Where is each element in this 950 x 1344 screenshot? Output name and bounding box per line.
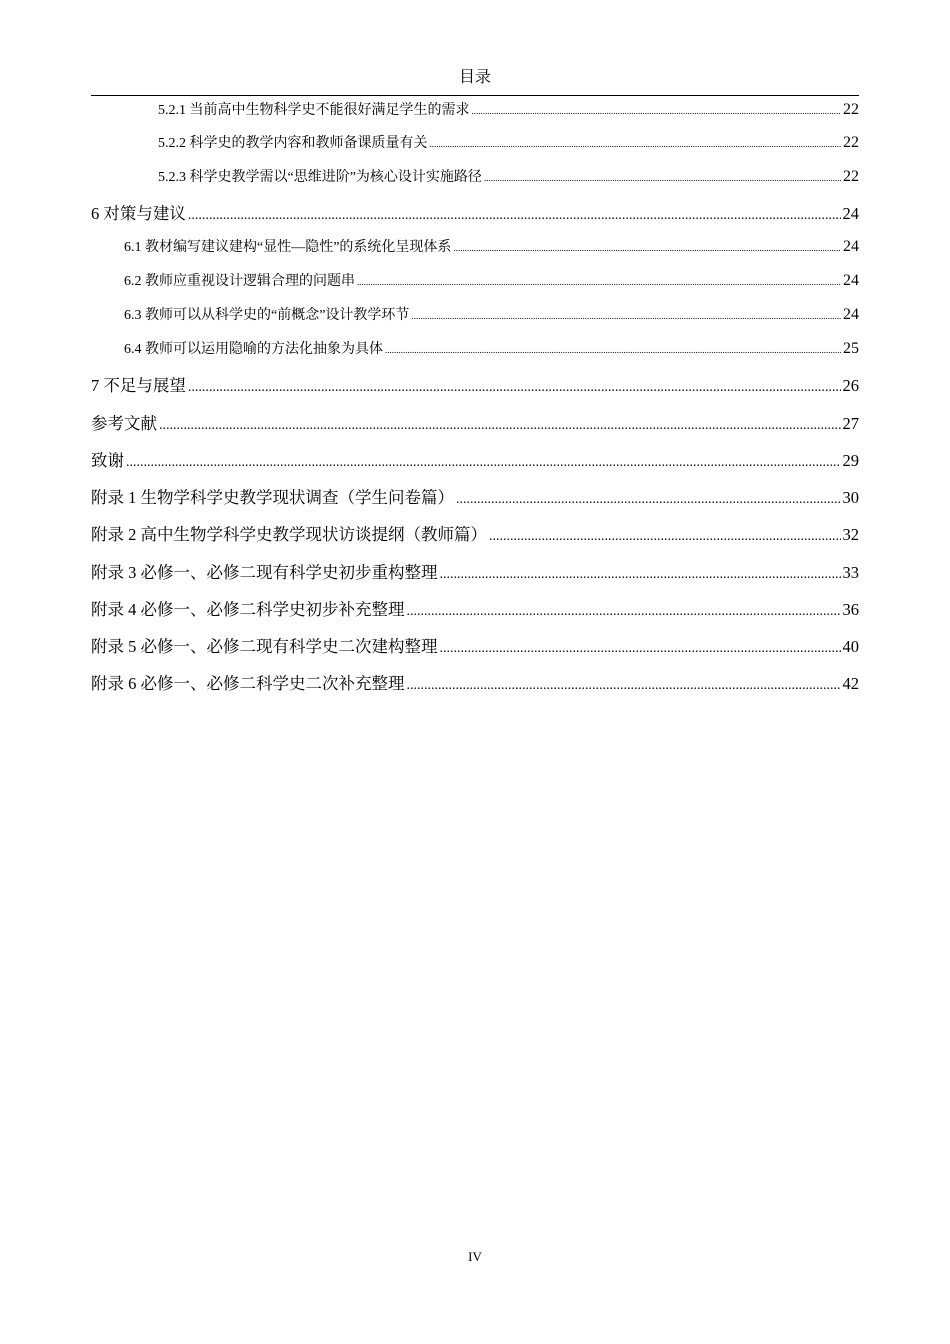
toc-entry-label: 5.2.3 科学史教学需以“思维进阶”为核心设计实施路径 <box>158 170 482 185</box>
toc-leader <box>489 529 841 545</box>
toc-entry[interactable] <box>91 410 859 434</box>
toc-leader <box>407 678 841 694</box>
toc-entry-label: 5.2.1 当前高中生物科学史不能很好满足学生的需求 <box>158 103 470 118</box>
toc-leader <box>407 604 841 620</box>
toc-leader <box>188 208 841 224</box>
toc-entry[interactable] <box>124 304 859 324</box>
toc-entry-label: 6 对策与建议 <box>91 204 186 223</box>
toc-leader <box>159 418 841 434</box>
toc-entry-label: 附录 1 生物学科学史教学现状调查（学生问卷篇） <box>91 488 454 507</box>
toc-entry[interactable] <box>158 132 859 152</box>
toc-entry-page: 40 <box>842 637 859 656</box>
toc-entry-label: 附录 6 必修一、必修二科学史二次补充整理 <box>91 674 405 693</box>
toc-leader <box>453 243 841 253</box>
page-header-title: 目录 <box>458 69 491 86</box>
toc-entry-label: 附录 2 高中生物学科学史教学现状访谈提纲（教师篇） <box>91 525 487 544</box>
toc-leader <box>188 380 841 396</box>
toc-leader <box>440 641 841 657</box>
toc-entry[interactable] <box>124 270 859 290</box>
toc-entry[interactable] <box>91 372 859 396</box>
toc-entry-page: 24 <box>843 238 859 255</box>
toc-leader <box>126 455 841 471</box>
toc-entry-page: 26 <box>842 376 859 395</box>
toc-leader <box>440 567 841 583</box>
toc-entry-page: 30 <box>842 488 859 507</box>
toc-leader <box>411 311 841 321</box>
toc-entry-page: 25 <box>843 340 859 357</box>
toc-entry[interactable] <box>124 236 859 256</box>
toc-entry-page: 22 <box>843 101 859 118</box>
toc-entry[interactable] <box>91 559 859 583</box>
toc-entry-page: 24 <box>843 272 859 289</box>
toc-entry-label: 6.4 教师可以运用隐喻的方法化抽象为具体 <box>124 342 383 357</box>
page-number: IV <box>468 1249 482 1264</box>
toc-leader <box>385 345 841 355</box>
toc-entry-label: 5.2.2 科学史的教学内容和教师备课质量有关 <box>158 136 428 151</box>
toc-entry-page: 29 <box>842 451 859 470</box>
toc-entry[interactable] <box>158 99 859 119</box>
toc-leader <box>357 277 841 287</box>
toc-entry-label: 附录 4 必修一、必修二科学史初步补充整理 <box>91 600 405 619</box>
toc-entry-page: 24 <box>843 306 859 323</box>
toc-entry[interactable] <box>158 166 859 186</box>
header-rule <box>91 95 859 96</box>
toc-entry-page: 32 <box>842 525 859 544</box>
toc-entry[interactable] <box>91 484 859 508</box>
toc-entry-label: 致谢 <box>91 451 124 470</box>
toc-entry-page: 22 <box>843 134 859 151</box>
toc-leader <box>456 492 841 508</box>
toc-entry[interactable] <box>91 200 859 224</box>
toc-entry[interactable] <box>124 338 859 358</box>
toc-entry-label: 6.1 教材编写建议建构“显性—隐性”的系统化呈现体系 <box>124 240 452 255</box>
toc-leader <box>472 106 842 116</box>
toc-entry-label: 6.3 教师可以从科学史的“前概念”设计教学环节 <box>124 308 410 323</box>
toc-entry-page: 42 <box>842 674 859 693</box>
toc-entry[interactable] <box>91 670 859 694</box>
toc-entry-page: 27 <box>842 414 859 433</box>
toc-entry-page: 24 <box>842 204 859 223</box>
toc-entry[interactable] <box>91 521 859 545</box>
toc-entry-label: 附录 3 必修一、必修二现有科学史初步重构整理 <box>91 563 438 582</box>
toc-entry-page: 33 <box>842 563 859 582</box>
toc-entry-label: 参考文献 <box>91 414 157 433</box>
toc-entry-page: 22 <box>843 168 859 185</box>
toc-entry-label: 附录 5 必修一、必修二现有科学史二次建构整理 <box>91 637 438 656</box>
toc-leader <box>484 173 841 183</box>
toc-entry-page: 36 <box>842 600 859 619</box>
toc-entry-label: 7 不足与展望 <box>91 376 186 395</box>
toc-entry[interactable] <box>91 447 859 471</box>
toc-leader <box>430 139 842 149</box>
toc-entry[interactable] <box>91 596 859 620</box>
toc-entry[interactable] <box>91 633 859 657</box>
toc-entry-label: 6.2 教师应重视设计逻辑合理的问题串 <box>124 274 355 289</box>
